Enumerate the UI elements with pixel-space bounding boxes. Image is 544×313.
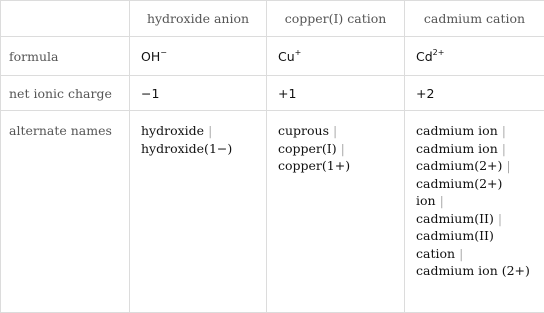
alternate-name: copper(1+) xyxy=(278,158,350,173)
charge-hydroxide: −1 xyxy=(130,76,267,111)
header-hydroxide-anion: hydroxide anion xyxy=(130,1,267,37)
net-ionic-charge-row xyxy=(1,76,544,111)
alternate-name: copper(I) xyxy=(278,141,337,156)
alternate-name: cadmium ion (2+) xyxy=(416,263,530,278)
name-separator: | xyxy=(455,246,467,261)
formula-label: formula xyxy=(1,37,130,76)
formula-charge-sup: + xyxy=(295,48,302,57)
name-separator: | xyxy=(204,123,216,138)
alternate-name: hydroxide(1−) xyxy=(141,141,232,156)
names-copper xyxy=(267,111,405,313)
formula-base: Cd xyxy=(416,49,433,64)
name-separator: | xyxy=(502,158,514,173)
name-separator: | xyxy=(498,123,510,138)
charge-copper: +1 xyxy=(267,76,405,111)
header-row xyxy=(1,1,544,37)
alternate-name: cadmium(II) xyxy=(416,211,494,226)
alternate-name: cadmium(II) cation xyxy=(416,228,494,261)
formula-base: OH xyxy=(141,49,160,64)
formula-charge-sup: 2+ xyxy=(433,48,445,57)
alternate-name: cadmium ion xyxy=(416,141,498,156)
formula-row xyxy=(1,37,544,76)
names-hydroxide xyxy=(130,111,267,313)
formula-copper xyxy=(267,37,405,76)
alternate-name: cadmium ion xyxy=(416,123,498,138)
name-separator: | xyxy=(337,141,349,156)
name-separator: | xyxy=(436,193,448,208)
formula-hydroxide xyxy=(130,37,267,76)
header-cadmium-cation: cadmium cation xyxy=(405,1,544,37)
alternate-names-row xyxy=(1,111,544,313)
alternate-name: cadmium(2+) xyxy=(416,158,502,173)
alternate-name: hydroxide xyxy=(141,123,204,138)
name-separator: | xyxy=(329,123,341,138)
formula-base: Cu xyxy=(278,49,295,64)
header-corner xyxy=(1,1,130,37)
name-separator: | xyxy=(494,211,506,226)
names-cadmium xyxy=(405,111,544,313)
alternate-name: cuprous xyxy=(278,123,329,138)
alternate-names-label: alternate names xyxy=(1,111,130,313)
charge-cadmium: +2 xyxy=(405,76,544,111)
formula-charge-sup: − xyxy=(160,48,167,57)
net-ionic-charge-label: net ionic charge xyxy=(1,76,130,111)
name-separator: | xyxy=(498,141,510,156)
alternate-name: cadmium(2+) ion xyxy=(416,176,502,209)
header-copper-i-cation: copper(I) cation xyxy=(267,1,405,37)
formula-cadmium xyxy=(405,37,544,76)
